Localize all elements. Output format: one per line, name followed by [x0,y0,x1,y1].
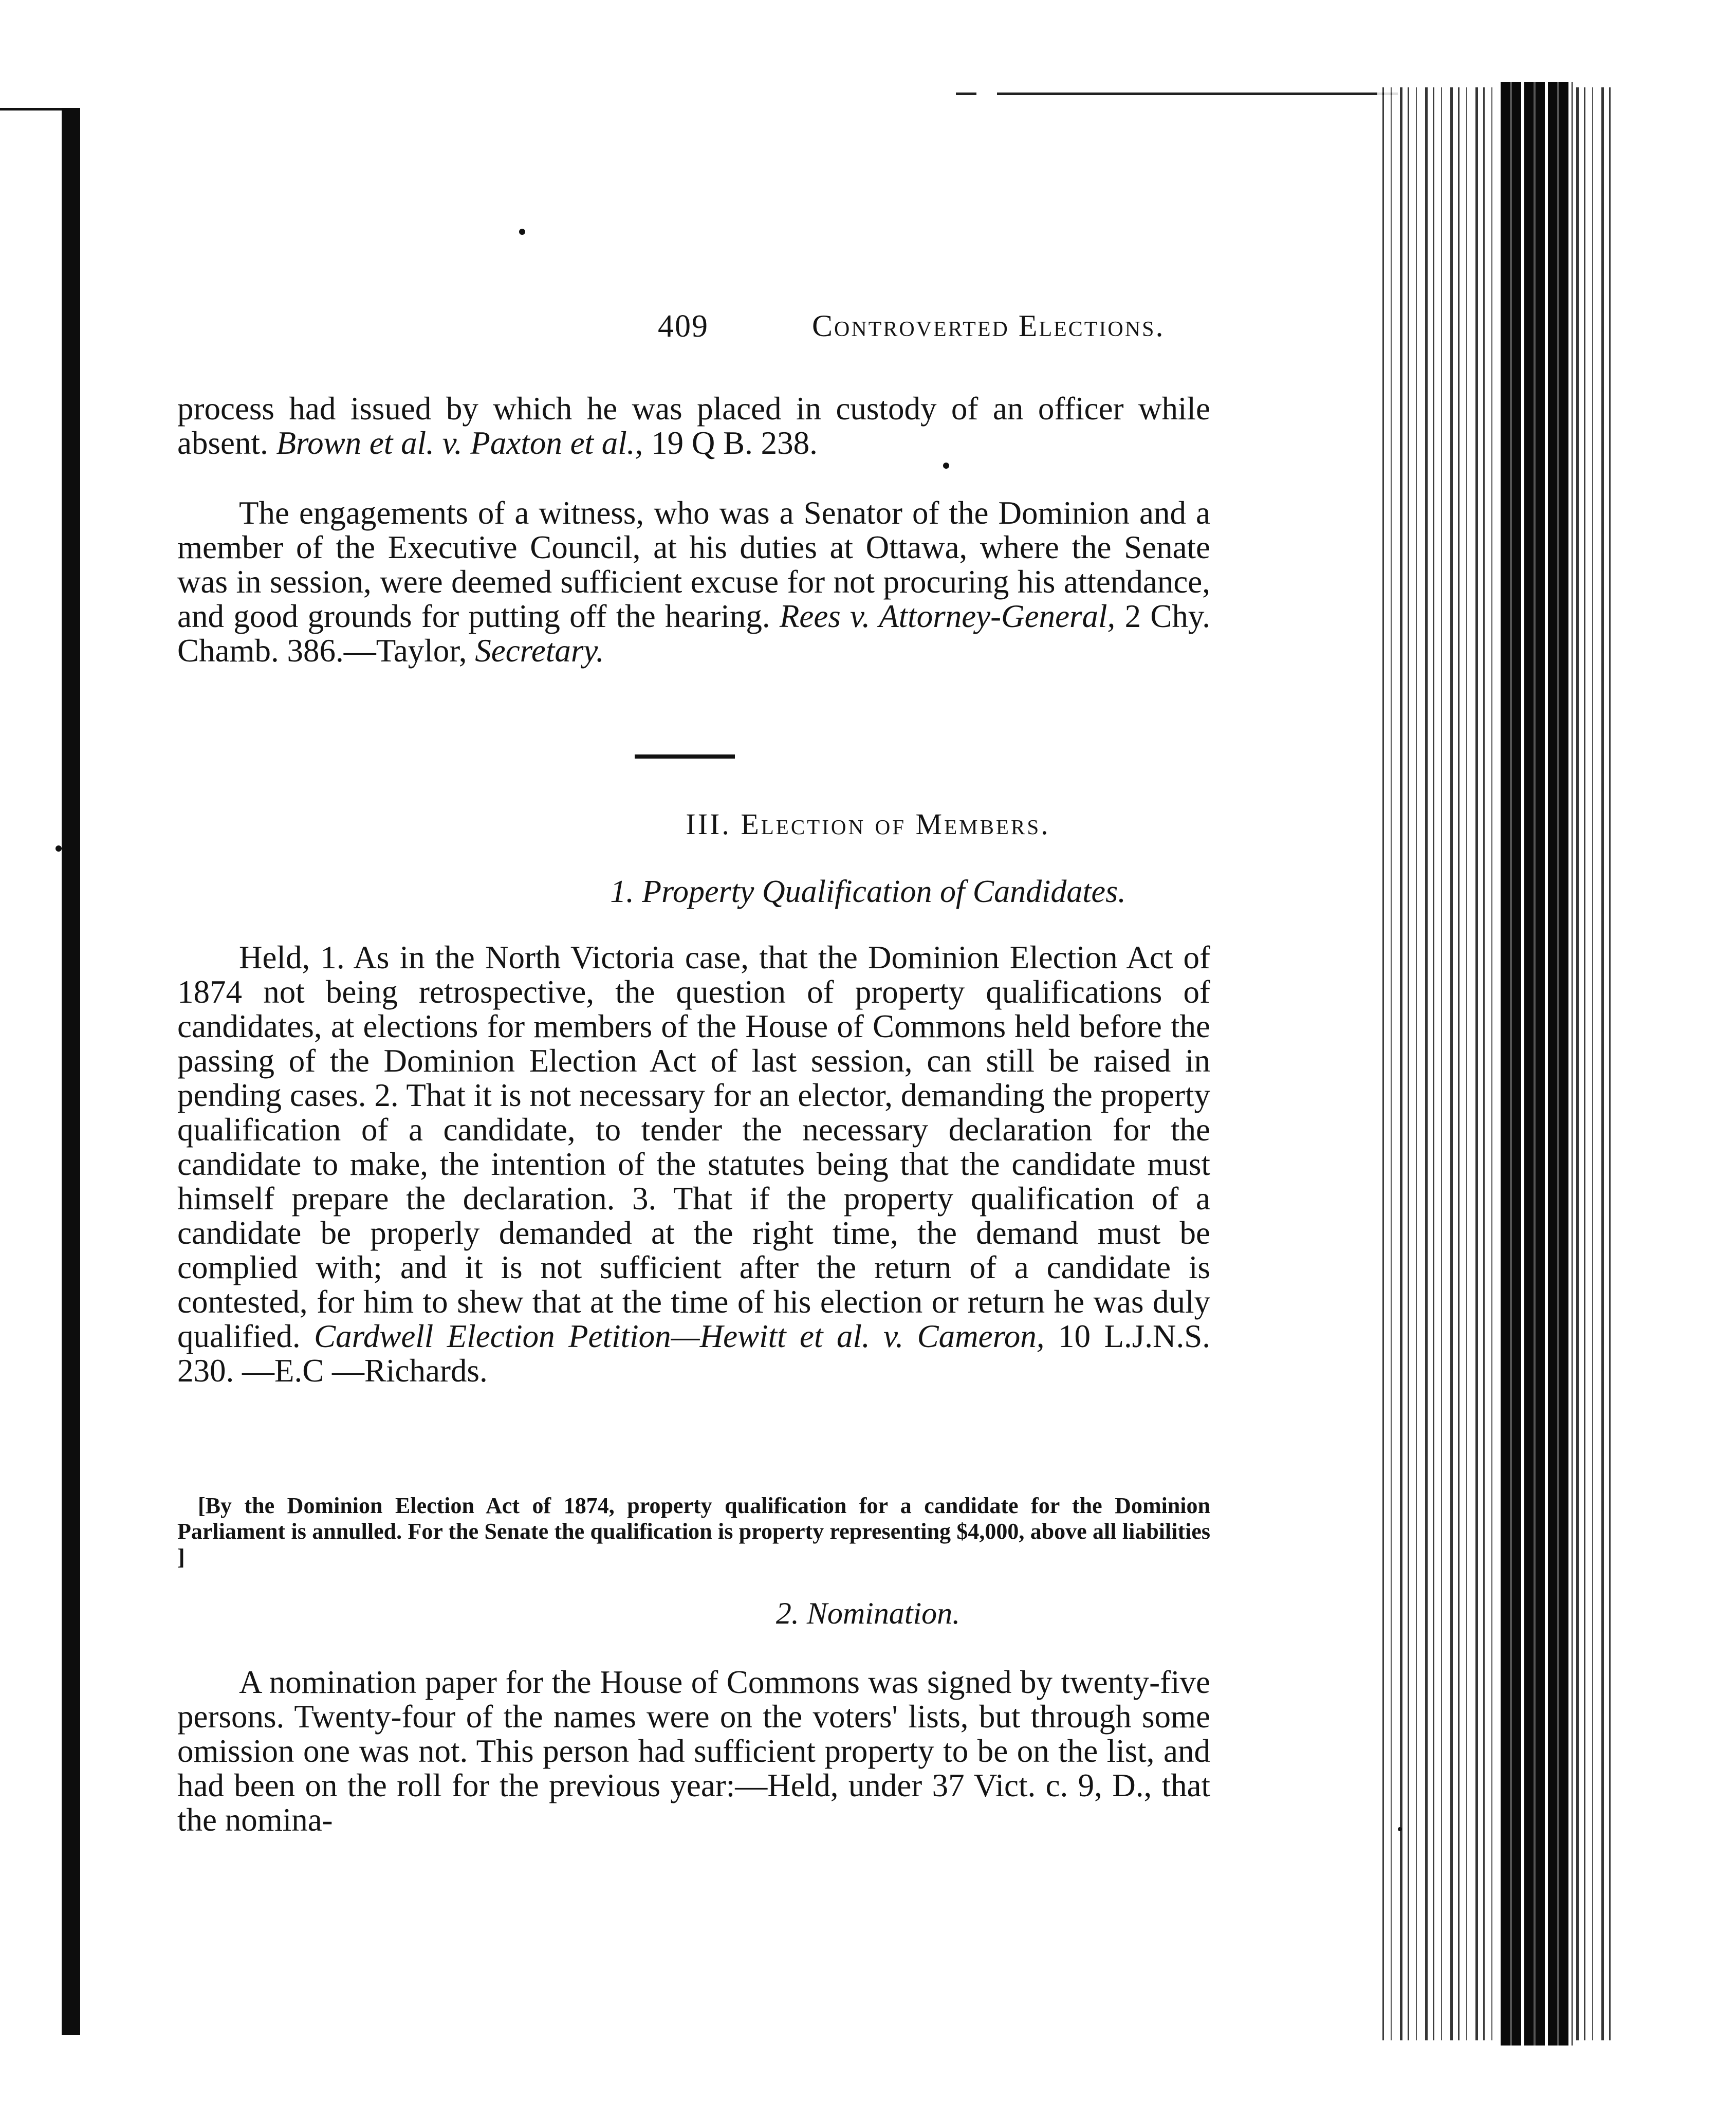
paragraph-text: Held, 1. As in the North Victoria case, that the Dominion Election Act of 1874 not being retrospective, the question of property qualifications of candidates, at elections for members of the House of Commons held before the passing of the Dominion Election Act of last session, can still be raised in pending cases. 2. That it is not necessary for an elector, demanding the property qualification of a candidate, to tender the necessary declaration for the candidate to make, the intention of the statutes being that the candidate must himself prepare the declaration. 3. That if the property qualification of a candidate be properly demanded at the right time, the demand must be complied with; and it is not sufficient after the return of a candidate is contested, for him to shew that at the time of his election or return he was duly qualified. [177,939,1210,1354]
paragraph-process [177,392,1210,460]
paragraph-text: process had issued by which he was placed in custody of an officer while absent. [177,391,1210,461]
page-header [0,308,1736,349]
scan-artifact-book-edge [1501,82,1573,2046]
section-heading: III. Election of Members. [686,807,1050,841]
scan-artifact-left-stub [0,108,62,110]
scan-artifact-binding-shadow [62,108,80,2035]
paragraph-held [177,941,1210,1388]
case-citation: Rees v. Attorney-General, [779,598,1116,634]
scan-speck [1398,1827,1402,1831]
role-label: Secretary. [475,633,604,669]
page-number: 409 [658,309,709,344]
scan-artifact-top-mark [956,93,976,95]
scan-artifact-top-rule [997,93,1398,95]
subsection-heading: 1. Property Qualification of Candidates. [610,874,1126,909]
paragraph-nomination [177,1665,1210,1837]
running-head: Controverted Elections. [812,309,1165,343]
case-citation: Cardwell Election Petition—Hewitt et al. v. Cameron, [314,1318,1045,1354]
scan-speck [56,845,62,852]
case-citation: Brown et al. v. Paxton et al., [276,425,643,461]
paragraph-text: The engagements of a witness, who was a Senator of the Dominion and a member of the Executive Council, at his duties at Ottawa, where the Senate was in session, were deemed sufficient excuse for not procuring his attendance, and good grounds for putting off the hearing. [177,495,1210,634]
paragraph-text: A nomination paper for the House of Commons was signed by twenty-five persons. Twenty-four of the names were on the voters' lists, but through some omission one was not. This person had sufficient property to be on the list, and had been on the roll for the previous year:—Held, under 37 Vict. c. 9, D., that the nomina- [177,1664,1210,1838]
section-divider [635,754,735,759]
editorial-note: [By the Dominion Election Act of 1874, property qualification for a candidate for the Dominion Parliament is annulled. For the Senate the qualification is property representing $4,000, above all liabilities ] [177,1493,1210,1570]
scan-artifact-page-edges [1377,87,1614,2040]
paragraph-text: 10 L.J.N.S. 230. —E.C —Richards. [177,1318,1210,1389]
paragraph-engagements [177,496,1210,668]
subsection-heading: 2. Nomination. [775,1596,961,1630]
scan-speck [943,463,949,469]
paragraph-text: 2 Chy. Chamb. 386.—Taylor, [177,598,1210,669]
scan-speck [519,229,525,235]
paragraph-text: 19 Q B. 238. [643,425,818,461]
